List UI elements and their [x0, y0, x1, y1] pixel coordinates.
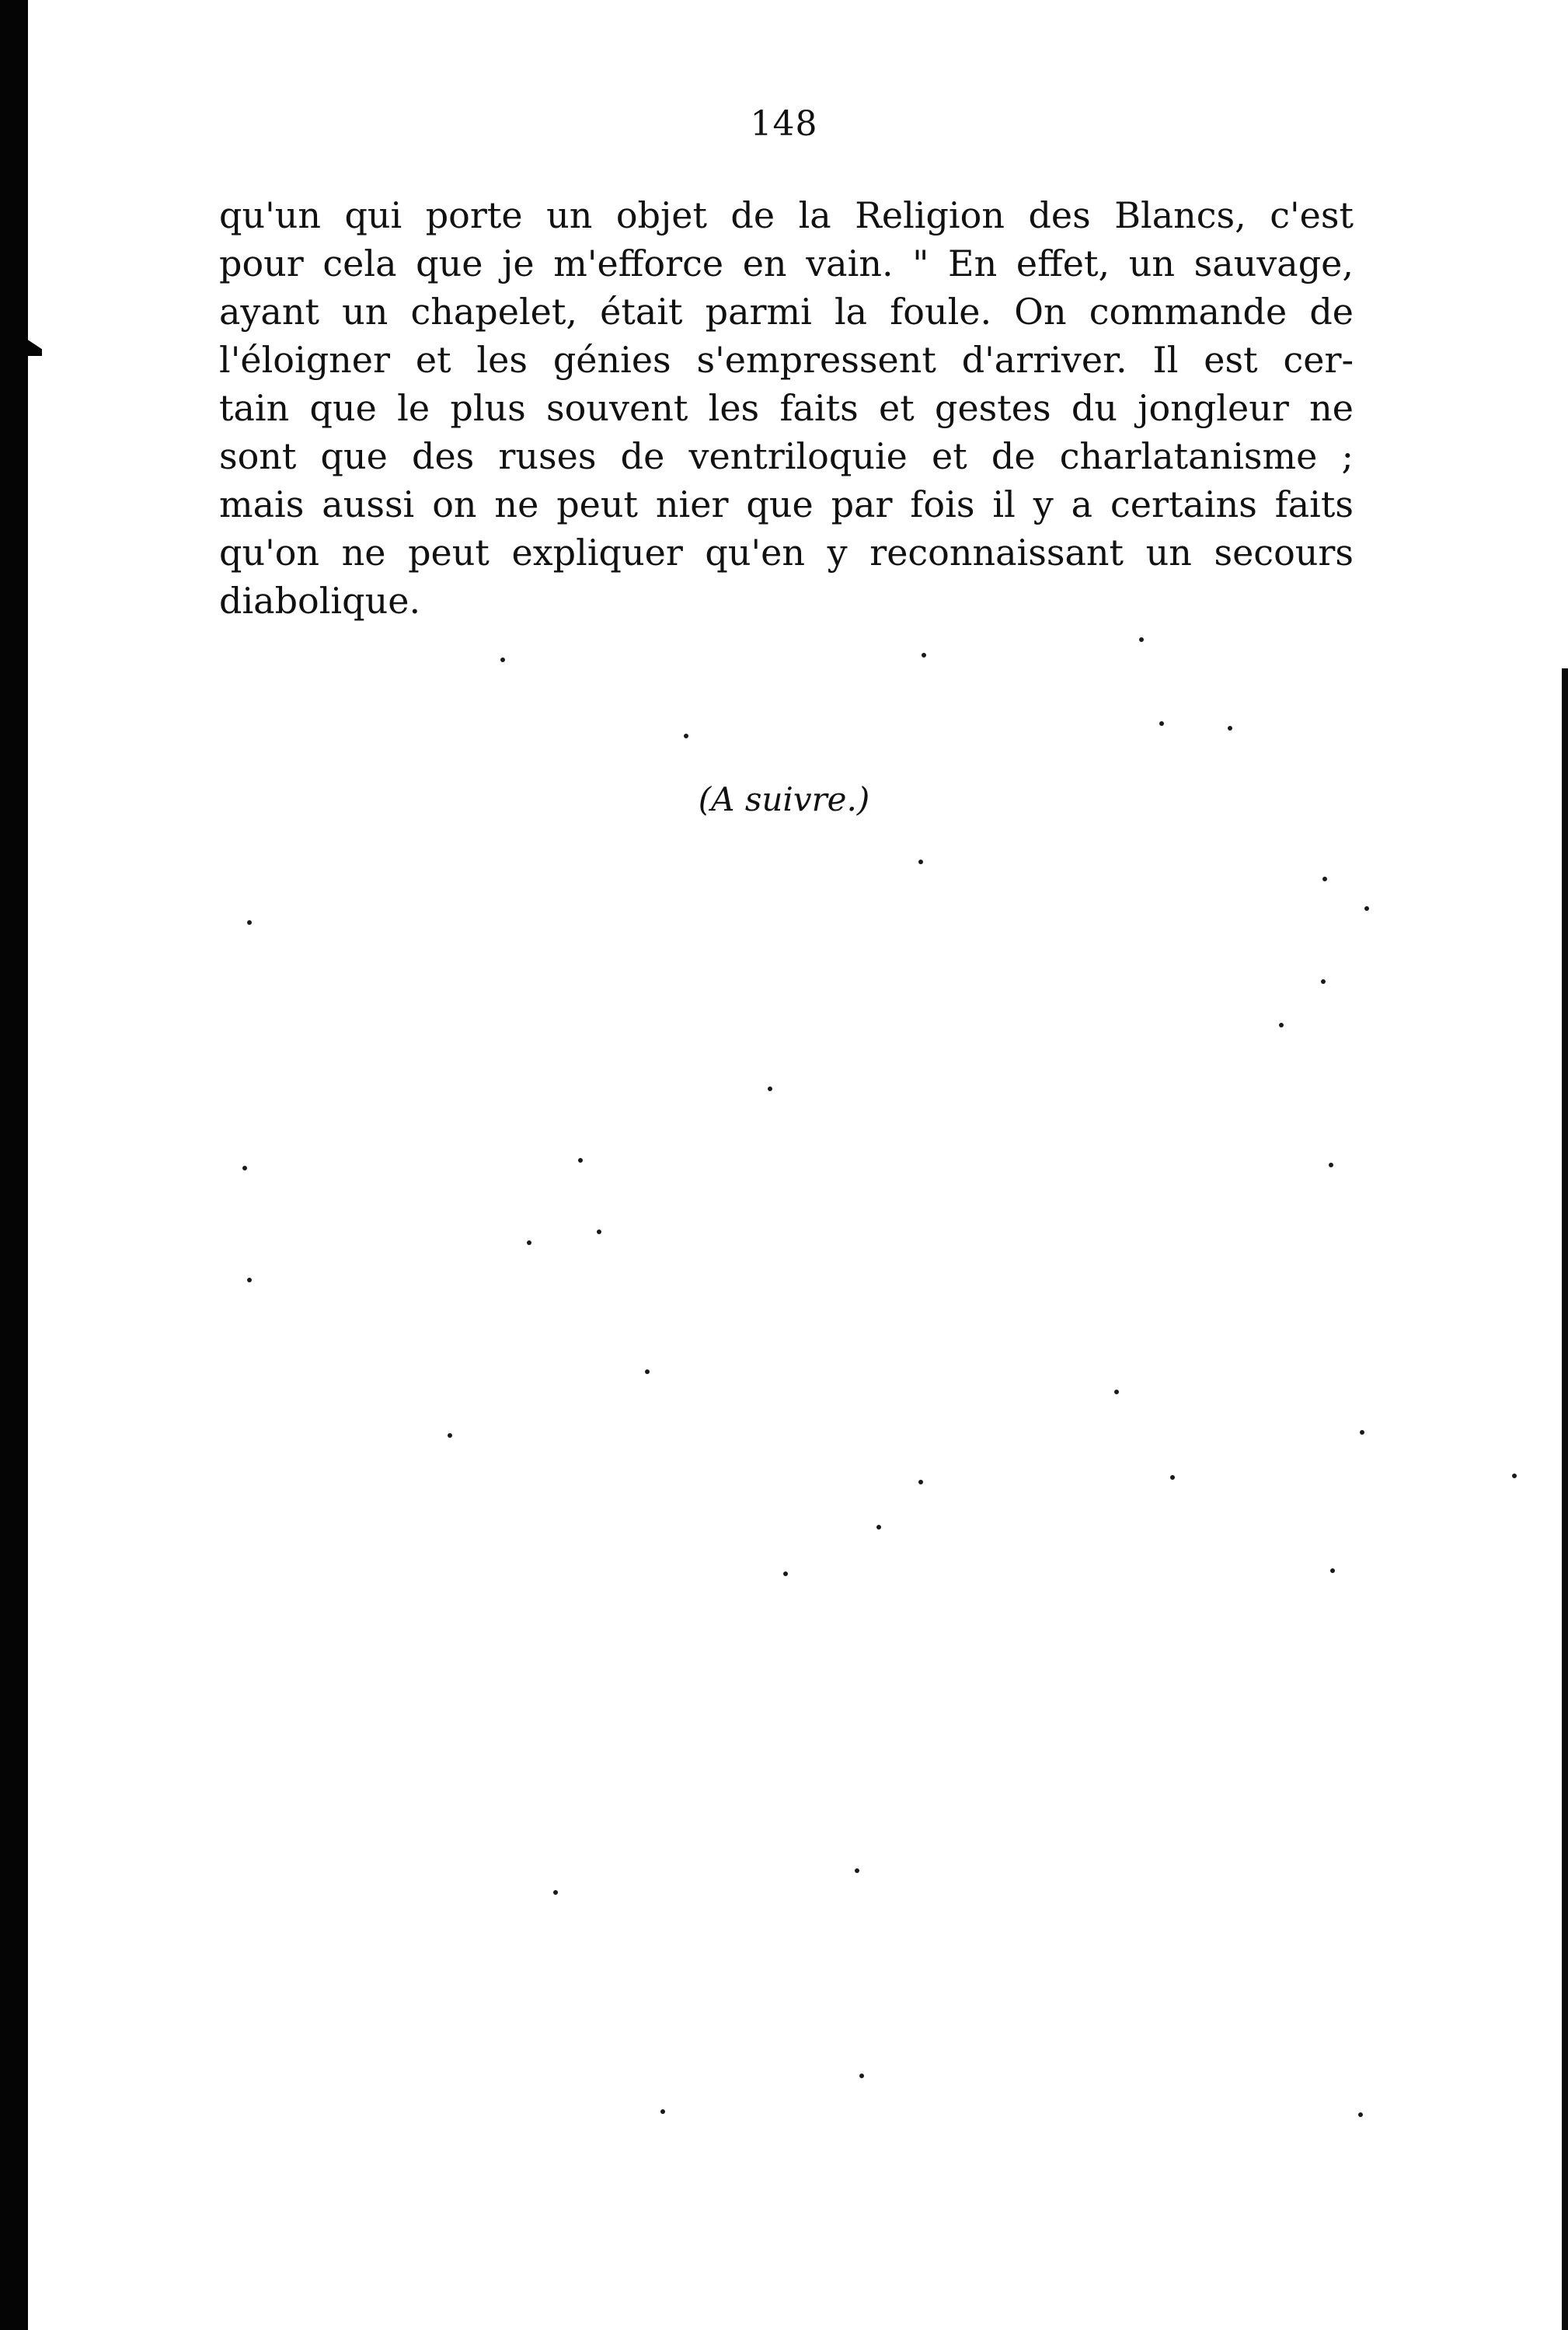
paragraph-line: ayant un chapelet, était parmi la foule. On commande de	[219, 291, 1354, 333]
scan-speck	[876, 1525, 881, 1529]
scan-speck	[242, 1166, 247, 1170]
scan-speck	[597, 1230, 601, 1234]
scan-speck	[684, 734, 688, 738]
scan-speck	[448, 1433, 452, 1438]
scan-speck	[660, 2109, 665, 2114]
paragraph-line: qu'un qui porte un objet de la Religion des Blancs, c'est	[219, 194, 1354, 236]
binding-notch	[26, 339, 42, 356]
scan-speck	[247, 920, 252, 925]
continuation-note: (A suivre.)	[698, 780, 870, 818]
scan-speck	[1279, 1023, 1284, 1027]
scan-speck	[645, 1369, 650, 1374]
scan-speck	[1329, 1163, 1333, 1167]
page-number: 148	[750, 104, 818, 144]
binding-edge	[0, 0, 28, 2330]
scan-speck	[500, 657, 505, 662]
paragraph-line: pour cela que je m'efforce en vain. " En effet, un sauvage,	[219, 242, 1354, 284]
page-right-edge	[1562, 668, 1568, 2330]
scan-speck	[1139, 637, 1144, 642]
scan-speck	[922, 653, 926, 657]
scan-speck	[1358, 2112, 1363, 2117]
scan-speck	[855, 1868, 859, 1873]
scan-speck	[918, 860, 923, 864]
scan-speck	[1322, 877, 1327, 881]
scan-speck	[578, 1158, 583, 1163]
scan-speck	[859, 2074, 864, 2078]
scan-speck	[553, 1890, 558, 1895]
scan-speck	[1512, 1474, 1517, 1478]
scan-speck	[918, 1480, 923, 1484]
paragraph-line: mais aussi on ne peut nier que par fois il y a certains faits	[219, 483, 1354, 525]
scan-speck	[783, 1571, 788, 1576]
scan-speck	[1114, 1390, 1119, 1394]
body-paragraph	[219, 191, 1354, 625]
scan-speck	[1228, 726, 1232, 731]
paragraph-line: l'éloigner et les génies s'empressent d'arriver. Il est cer-	[219, 339, 1354, 381]
scan-speck	[1364, 906, 1369, 911]
scan-speck	[527, 1240, 531, 1245]
scan-speck	[1360, 1430, 1364, 1435]
paragraph-line: tain que le plus souvent les faits et gestes du jongleur ne	[219, 387, 1354, 429]
paragraph-line: sont que des ruses de ventriloquie et de charlatanisme ;	[219, 435, 1354, 477]
scan-speck	[1159, 721, 1164, 726]
scan-speck	[1170, 1475, 1175, 1480]
scan-speck	[1330, 1568, 1335, 1573]
paragraph-line: diabolique.	[219, 580, 421, 622]
paragraph-line: qu'on ne peut expliquer qu'en y reconnaissant un secours	[219, 532, 1354, 574]
scan-speck	[247, 1278, 252, 1282]
scan-speck	[768, 1087, 772, 1091]
scan-speck	[1321, 979, 1326, 984]
